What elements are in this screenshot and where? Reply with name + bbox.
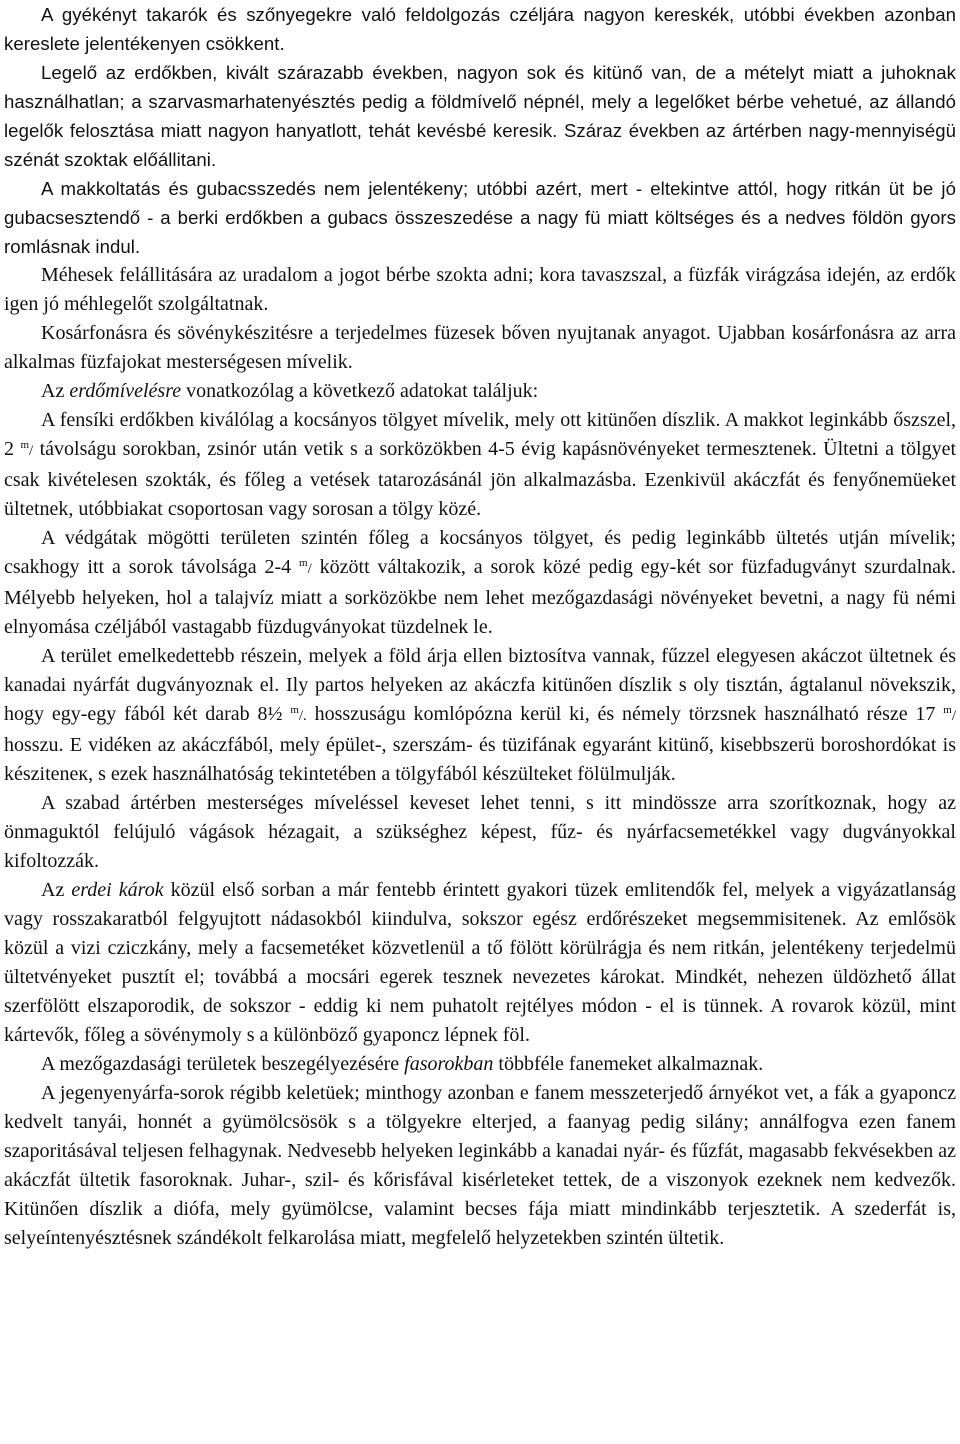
italic-term: erdőmívelésre: [69, 380, 182, 402]
unit-slash: /: [951, 708, 956, 724]
paragraph-erdomiveles-intro: [4, 377, 956, 406]
paragraph-fensik: [4, 406, 956, 524]
paragraph-makkoltatas: [4, 174, 956, 261]
paragraph-legelo: [4, 58, 956, 174]
unit-superscript: m: [290, 704, 299, 716]
paragraph-text-before: A védgátak mögötti területen szintén főleg a kocsányos tölgyet, és pedig leginkább ültetés utján mívelik; csakhogy itt a sorok távolsága 2-4: [4, 527, 956, 578]
paragraph-kosarfonas: [4, 319, 956, 377]
paragraph-fasorok: [4, 1050, 956, 1079]
paragraph-text-after: között váltakozik, a sorok közé pedig egy-két sor füzfadugványt szurdalnak. Mélyebb helyeken, hol a talajvíz miatt a sorközökbe nem lehet mezőgazdasági növényeket bevetni, a nagy fü némi elnyomása czéljából vastagabb füzdugványokat tüzdelnek le.: [4, 556, 956, 638]
italic-term: erdei károk: [71, 879, 164, 901]
paragraph-text-after: hosszu. E vidéken az akáczfából, mely épület-, szerszám- és tüzifának egyaránt kitünő, kisebbszerü boroshordókat is késziteneк, s ezek használhatóság tekintetében a tölgyfából készülteket fölülmulják.: [4, 734, 956, 785]
unit-slash: /.: [298, 708, 307, 724]
paragraph-text-before: A terület emelkedettebb részein, melyek a föld árja ellen biztosítva vannak, fűzzel elegyesen akáczot ültetnek és kanadai nyárfát dugványoznak el. Ily partos helyeken az akáczfa kitünően díszlik s oly tisztán, ágtalanul növekszik, hogy egy-egy fából két darab 8½: [4, 645, 956, 725]
paragraph-text-before: Az: [41, 380, 70, 402]
unit-slash: /: [29, 443, 34, 459]
paragraph-text-before: Az: [41, 879, 72, 901]
paragraph-text-after: közül első sorban a már fentebb érintett gyakori tüzek emlitendők fel, melyek a vigyázatlanság vagy rosszakaratból felgyujtott nádasokból kiindulva, sokszor egész erdőrészeket megsemmisitenek. Az emlősök közül a vizi cziczkány, mely a facsemetéket közvetlenül a tő fölött körülrágja és nem ritkán, jelentékeny terjedelmü ültetvényeket pusztít el; továbbá a mocsári egerek tesznek nevezetes károkat. Mindkét, nehezen üldözhető állat szerfölött elszaporodik, de sokszor - eddig ki nem puhatolt rejtélyes módon - el is tünnek. A rovarok közül, mint kártevők, főleg a sövénymoly s a különböző gyaponcz lépnek föl.: [4, 879, 956, 1046]
unit-slash: /: [307, 561, 312, 577]
paragraph-szabad-arter: [4, 789, 956, 876]
paragraph-text-after: többféle fanemeket alkalmaznak.: [493, 1053, 764, 1075]
paragraph-text-before: A mezőgazdasági területek beszegélyezésére: [41, 1053, 405, 1075]
paragraph-jegenyenyarfa: [4, 1079, 956, 1253]
paragraph-text-middle: hosszuságu komlópózna kerül ki, és némely törzsnek használható része 17: [306, 703, 944, 725]
paragraph-gyekeny: [4, 0, 956, 58]
paragraph-text: A szabad ártérben mesterséges míveléssel keveset lehet tenni, s itt mindössze arra szorítkoznak, hogy az önmaguktól felújuló vágások hézagait, a szükséghez képest, fűz- és nyárfacsemetékkel vagy dugványokkal kifoltozzák.: [4, 792, 956, 872]
unit-superscript: m: [299, 557, 308, 569]
paragraph-text: A jegenyenyárfa-sorok régibb keletüek; minthogy azonban e fanem messzeterjedő árnyékot vet, a fák a gyaponcz kedvelt tanyái, honnét a gyümölcsösök s a tölgyekre elterjed, a faanyag pedig silány; annálfogva ezen fanem szaporitásával teljesen felhagynak. Nedvesebb helyeken leginkább a kanadai nyár- és fűzfát, magasabb fekvésekben az akáczfát ültetik fasoroknak. Juhar-, szil- és kőrisfával kisérleteket tettek, de a viszonyok ezeknek nem kedvezők. Kitünően díszlik a diófa, mely gyümölcse, valamint becses fája miatt mindinkább terjesztetik. A szederfát is, selyeíntenyésztésnek szándékolt felkarolása miatt, megfelelő helyzetekben szintén ültetik.: [4, 1082, 956, 1249]
paragraph-text-before: A fensíki erdőkben kiválólag a kocsányos tölgyet mívelik, mely ott kitünően díszlik. A makkot leginkább őszszel, 2: [4, 409, 956, 460]
paragraph-text: A gyékényt takarók és szőnyegekre való feldolgozás czéljára nagyon kereskék, utóbbi években azonban kereslete jelentékenyen csökkent.: [4, 4, 956, 54]
unit-superscript: m: [943, 704, 952, 716]
italic-term: fasorokban: [404, 1053, 494, 1075]
paragraph-emelkedettebb: [4, 642, 956, 789]
paragraph-text-after: vonatkozólag a következő adatokat találjuk:: [181, 380, 539, 402]
paragraph-text: Kosárfonásra és sövénykészitésre a terjedelmes füzesek bőven nyujtanak anyagot. Ujabban kosárfonásra az arra alkalmas füzfajokat mesterségesen mívelik.: [4, 322, 956, 373]
paragraph-text-after: távolságu sorokban, zsinór után vetik s a sorközökben 4-5 évig kapásnövényeket termesztenek. Ültetni a tölgyet csak kivételesen szokták, és főleg a vetések tatarozásánál jön alkalmazásba. Ezenkivül akáczfát és fenyőnemüeket ültetnek, utóbbiakat csoportosan vagy sorosan a tölgy közé.: [4, 438, 957, 520]
paragraph-mehesek: [4, 261, 956, 319]
paragraph-text: Méhesek felállitására az uradalom a jogot bérbe szokta adni; kora tavaszszal, a füzfák virágzása idején, az erdők igen jó méhlegelőt szolgáltatnak.: [4, 264, 956, 315]
paragraph-text: A makkoltatás és gubacsszedés nem jelentékeny; utóbbi azért, mert - eltekintve attól, hogy ritkán üt be jó gubacsesztendő - a berki erdőkben a gubacs összeszedése a nagy fü miatt költséges és a nedves földön gyors romlásnak indul.: [4, 178, 956, 257]
paragraph-erdei-karok: [4, 876, 956, 1050]
unit-superscript: m: [20, 439, 29, 451]
paragraph-vedgatak: [4, 524, 956, 642]
paragraph-text: Legelő az erdőkben, kivált szárazabb években, nagyon sok és kitünő van, de a mételyt miatt a juhoknak használhatlan; a szarvasmarhatenyésztés pedig a földmívelő népnél, mely a legelőket bérbe vehetué, az állandó legelők felosztása miatt nagyon hanyatlott, tehát kevésbé keresik. Száraz években az ártérben nagy-mennyiségü szénát szoktak előállitani.: [4, 62, 956, 170]
